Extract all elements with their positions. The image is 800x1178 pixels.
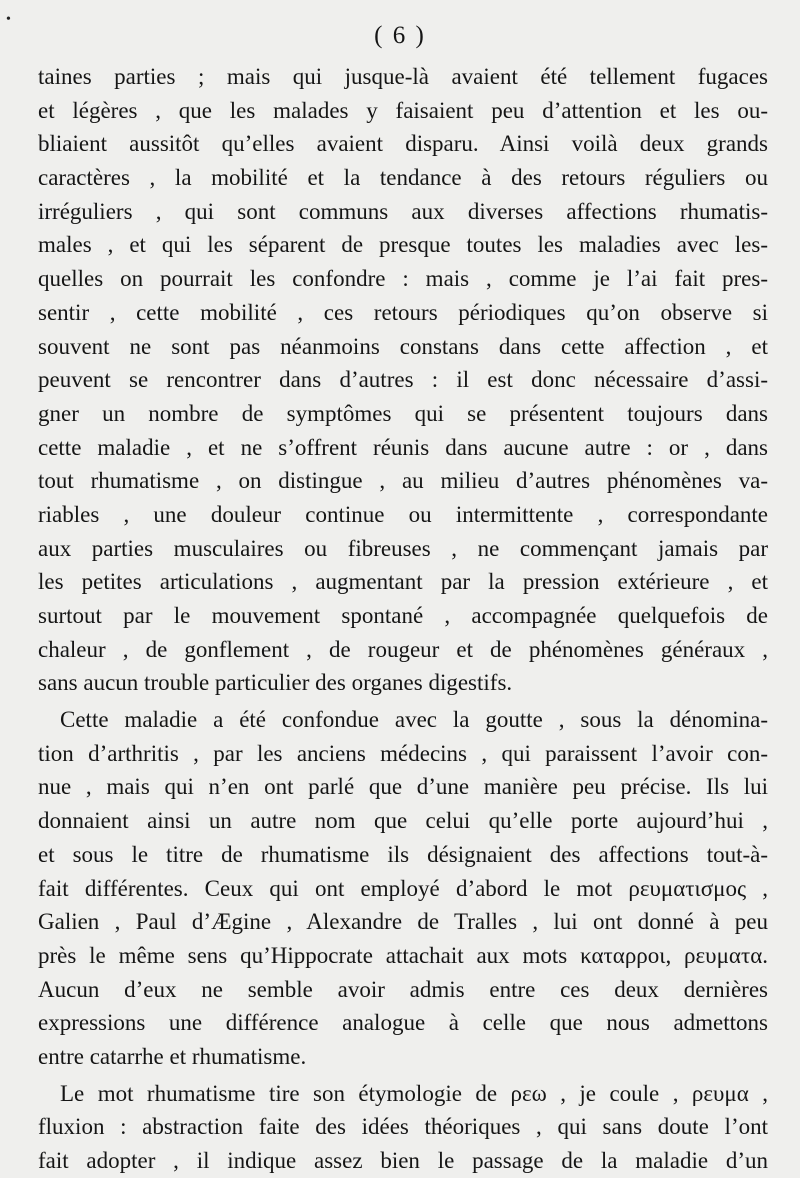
text-line: près le même sens qu’Hippocrate attachait aux mots καταρροι, ρευματα. bbox=[38, 942, 768, 968]
text-line: chaleur , de gonflement , de rougeur et de phénomènes généraux , bbox=[38, 636, 768, 662]
body-text bbox=[38, 60, 768, 1178]
text-line: taines parties ; mais qui jusque-là avaient été tellement fugaces bbox=[38, 64, 768, 89]
text-line: cette maladie , et ne s’offrent réunis dans aucune autre : or , dans bbox=[38, 434, 768, 460]
text-line: sans aucun trouble particulier des organes digestifs. bbox=[38, 670, 513, 696]
text-line: entre catarrhe et rhumatisme. bbox=[38, 1043, 307, 1069]
margin-mark: • bbox=[6, 12, 11, 27]
text-line: caractères , la mobilité et la tendance à des retours réguliers ou bbox=[38, 165, 768, 191]
text-line: Galien , Paul d’Ægine , Alexandre de Tralles , lui ont donné à peu bbox=[38, 909, 768, 935]
text-line: Aucun d’eux ne semble avoir admis entre ces deux dernières bbox=[38, 976, 768, 1002]
text-line: et légères , que les malades y faisaient peu d’attention et les ou- bbox=[38, 97, 768, 123]
text-line: riables , une douleur continue ou intermittente , correspondante bbox=[38, 501, 768, 527]
text-line: tout rhumatisme , on distingue , au milieu d’autres phénomènes va- bbox=[38, 468, 768, 494]
text-line: quelles on pourrait les confondre : mais , comme je l’ai fait pres- bbox=[38, 266, 768, 292]
text-line: irréguliers , qui sont communs aux diverses affections rhumatis- bbox=[38, 198, 768, 224]
text-line: nue , mais qui n’en ont parlé que d’une manière peu précise. Ils lui bbox=[38, 774, 768, 800]
text-line: tion d’arthritis , par les anciens médecins , qui paraissent l’avoir con- bbox=[38, 740, 768, 766]
text-line: expressions une différence analogue à celle que nous admettons bbox=[38, 1010, 768, 1036]
text-line: males , et qui les séparent de presque toutes les maladies avec les- bbox=[38, 232, 768, 258]
text-line: bliaient aussitôt qu’elles avaient disparu. Ainsi voilà deux grands bbox=[38, 131, 768, 157]
text-line: sentir , cette mobilité , ces retours périodiques qu’on observe si bbox=[38, 299, 768, 325]
text-line: aux parties musculaires ou fibreuses , ne commençant jamais par bbox=[38, 535, 768, 561]
text-line: fait adopter , il indique assez bien le passage de la maladie d’un bbox=[38, 1148, 768, 1173]
text-line: peuvent se rencontrer dans d’autres : il est donc nécessaire d’assi- bbox=[38, 367, 768, 393]
text-line: donnaient ainsi un autre nom que celui qu’elle porte aujourd’hui , bbox=[38, 808, 768, 834]
text-line: Le mot rhumatisme tire son étymologie de ρεω , je coule , ρευμα , bbox=[60, 1080, 768, 1106]
text-line: fait différentes. Ceux qui ont employé d’abord le mot ρευματισμος , bbox=[38, 875, 768, 901]
text-line: Cette maladie a été confondue avec la goutte , sous la dénomina- bbox=[60, 707, 768, 733]
text-line: les petites articulations , augmentant par la pression extérieure , et bbox=[38, 569, 768, 595]
page-number: ( 6 ) bbox=[374, 22, 426, 49]
text-line: et sous le titre de rhumatisme ils désignaient des affections tout-à- bbox=[38, 841, 768, 867]
text-line: fluxion : abstraction faite des idées théoriques , qui sans doute l’ont bbox=[38, 1114, 768, 1140]
text-line: gner un nombre de symptômes qui se présentent toujours dans bbox=[38, 400, 768, 426]
text-line: souvent ne sont pas néanmoins constans dans cette affection , et bbox=[38, 333, 768, 359]
text-line: surtout par le mouvement spontané , accompagnée quelquefois de bbox=[38, 603, 768, 628]
